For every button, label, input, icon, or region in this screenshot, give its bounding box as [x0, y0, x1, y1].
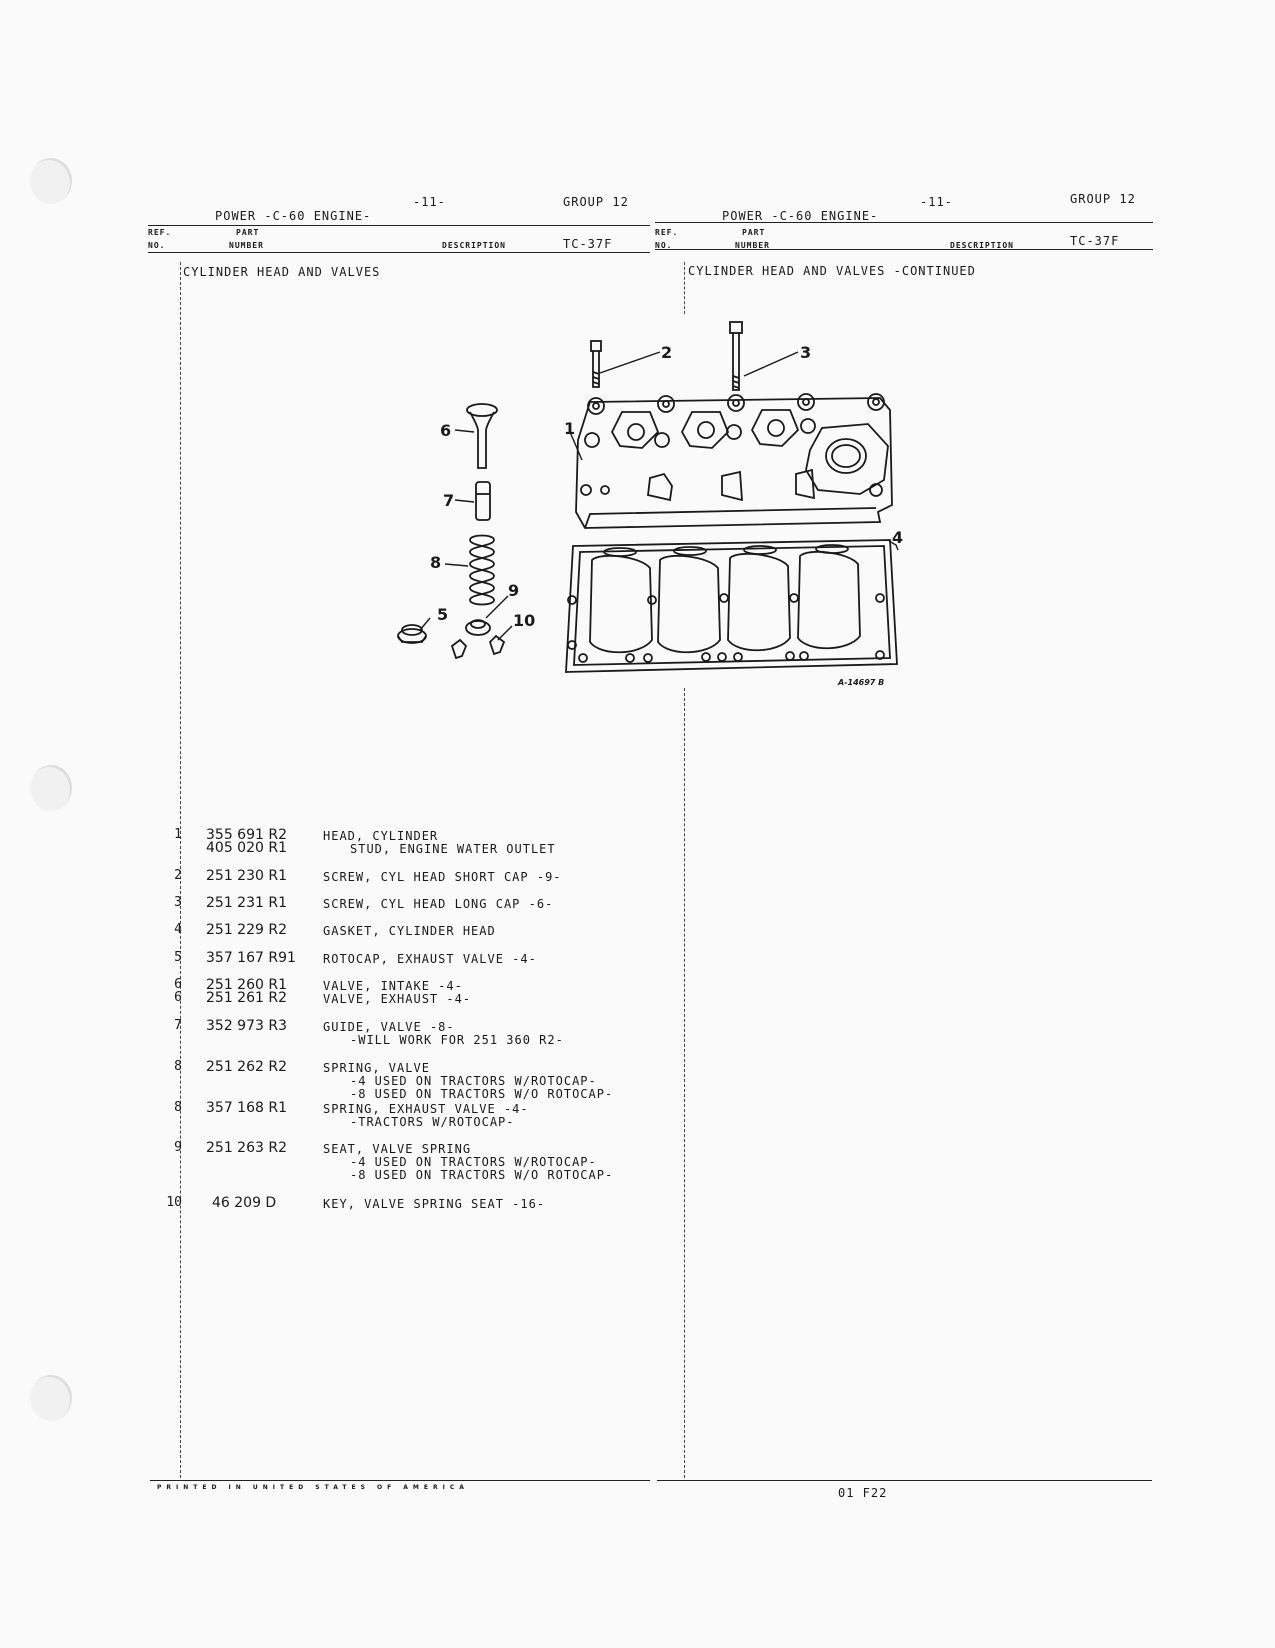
part-sub-description: -8 USED ON TRACTORS W/O ROTOCAP-	[350, 1168, 614, 1182]
ref-number: 9	[174, 1140, 182, 1155]
cylinder-head-exploded-diagram	[390, 315, 920, 695]
binder-hole-bottom	[30, 1375, 72, 1421]
part-number: 46 209 D	[212, 1195, 277, 1211]
ref-number: 6	[174, 990, 182, 1005]
head-gasket-drawing	[566, 540, 897, 672]
right-section-title: CYLINDER HEAD AND VALVES -CONTINUED	[688, 264, 976, 278]
right-col-ref-no: NO.	[655, 241, 673, 250]
valve-key-drawing	[452, 636, 504, 658]
right-col-ref: REF.	[655, 228, 679, 237]
right-col-number: NUMBER	[735, 241, 770, 250]
part-description: GASKET, CYLINDER HEAD	[323, 924, 496, 938]
part-number: 355 691 R2	[206, 827, 287, 843]
part-description: GUIDE, VALVE -8-	[323, 1020, 455, 1034]
part-sub-description: STUD, ENGINE WATER OUTLET	[350, 842, 556, 856]
left-col-description: DESCRIPTION	[442, 241, 506, 250]
ref-number: 7	[174, 1018, 182, 1033]
part-sub-description: -4 USED ON TRACTORS W/ROTOCAP-	[350, 1074, 597, 1088]
left-header-rule	[148, 225, 650, 226]
callout-3: 3	[800, 343, 812, 362]
callout-5: 5	[437, 605, 449, 624]
binder-hole-middle	[30, 765, 72, 811]
part-description: KEY, VALVE SPRING SEAT -16-	[323, 1197, 546, 1211]
ref-number: 6	[174, 977, 182, 992]
part-description: SCREW, CYL HEAD SHORT CAP -9-	[323, 870, 562, 884]
ref-number: 8	[174, 1100, 182, 1115]
left-footer-rule	[150, 1480, 650, 1481]
ref-number: 2	[174, 868, 182, 883]
right-header-rule-2	[655, 249, 1153, 250]
left-page-number: -11-	[413, 195, 446, 209]
right-page-number: -11-	[920, 195, 953, 209]
right-column-rule-top	[684, 262, 685, 314]
callout-10: 10	[513, 611, 536, 630]
left-group: GROUP 12	[563, 195, 629, 209]
left-col-ref-no: NO.	[148, 241, 166, 250]
spring-seat-drawing	[466, 620, 490, 635]
left-col-ref: REF.	[148, 228, 172, 237]
ref-number: 10	[166, 1195, 182, 1210]
callout-4: 4	[892, 528, 904, 547]
ref-number: 1	[174, 827, 182, 842]
part-number: 251 230 R1	[206, 868, 287, 884]
part-number: 405 020 R1	[206, 840, 287, 856]
valve-spring-drawing	[470, 536, 494, 605]
right-col-description: DESCRIPTION	[950, 241, 1014, 250]
valve-guide-drawing	[476, 482, 490, 520]
right-header-rule	[655, 222, 1153, 223]
printed-in-usa: PRINTED IN UNITED STATES OF AMERICA	[157, 1484, 469, 1491]
callout-2: 2	[661, 343, 673, 362]
part-number: 251 262 R2	[206, 1059, 287, 1075]
part-number: 357 167 R91	[206, 950, 296, 966]
figure-id: A-14697 B	[838, 678, 885, 687]
part-sub-description: -4 USED ON TRACTORS W/ROTOCAP-	[350, 1155, 597, 1169]
part-description: SPRING, EXHAUST VALVE -4-	[323, 1102, 529, 1116]
left-header-rule-2	[148, 252, 650, 253]
ref-number: 8	[174, 1059, 182, 1074]
page-code: 01 F22	[838, 1486, 888, 1500]
ref-number: 5	[174, 950, 182, 965]
binder-hole-top	[30, 158, 72, 204]
part-number: 251 231 R1	[206, 895, 287, 911]
part-number: 251 229 R2	[206, 922, 287, 938]
part-number: 357 168 R1	[206, 1100, 287, 1116]
right-footer-rule	[657, 1480, 1152, 1481]
valve-drawing	[467, 404, 497, 468]
part-sub-description: -TRACTORS W/ROTOCAP-	[350, 1115, 515, 1129]
part-number: 251 260 R1	[206, 977, 287, 993]
part-number: 352 973 R3	[206, 1018, 287, 1034]
callout-8: 8	[430, 553, 442, 572]
cylinder-head-drawing	[576, 394, 892, 528]
short-screw-drawing	[591, 341, 601, 387]
right-title: POWER -C-60 ENGINE-	[722, 209, 879, 223]
part-number: 251 263 R2	[206, 1140, 287, 1156]
left-title: POWER -C-60 ENGINE-	[215, 209, 372, 223]
left-code: TC-37F	[563, 237, 613, 251]
part-description: SCREW, CYL HEAD LONG CAP -6-	[323, 897, 554, 911]
part-description: SPRING, VALVE	[323, 1061, 430, 1075]
part-description: VALVE, EXHAUST -4-	[323, 992, 472, 1006]
ref-number: 3	[174, 895, 182, 910]
right-group: GROUP 12	[1070, 192, 1136, 206]
ref-number: 4	[174, 922, 182, 937]
part-description: SEAT, VALVE SPRING	[323, 1142, 472, 1156]
part-description: HEAD, CYLINDER	[323, 829, 439, 843]
callout-1: 1	[564, 419, 576, 438]
callout-6: 6	[440, 421, 452, 440]
right-column-rule	[684, 688, 685, 1478]
right-code: TC-37F	[1070, 234, 1120, 248]
callout-7: 7	[443, 491, 455, 510]
part-description: VALVE, INTAKE -4-	[323, 979, 463, 993]
part-sub-description: -WILL WORK FOR 251 360 R2-	[350, 1033, 564, 1047]
part-number: 251 261 R2	[206, 990, 287, 1006]
left-col-part: PART	[236, 228, 260, 237]
callout-9: 9	[508, 581, 520, 600]
long-screw-drawing	[730, 322, 742, 390]
part-sub-description: -8 USED ON TRACTORS W/O ROTOCAP-	[350, 1087, 614, 1101]
right-col-part: PART	[742, 228, 766, 237]
left-section-title: CYLINDER HEAD AND VALVES	[183, 265, 381, 279]
left-col-number: NUMBER	[229, 241, 264, 250]
part-description: ROTOCAP, EXHAUST VALVE -4-	[323, 952, 537, 966]
